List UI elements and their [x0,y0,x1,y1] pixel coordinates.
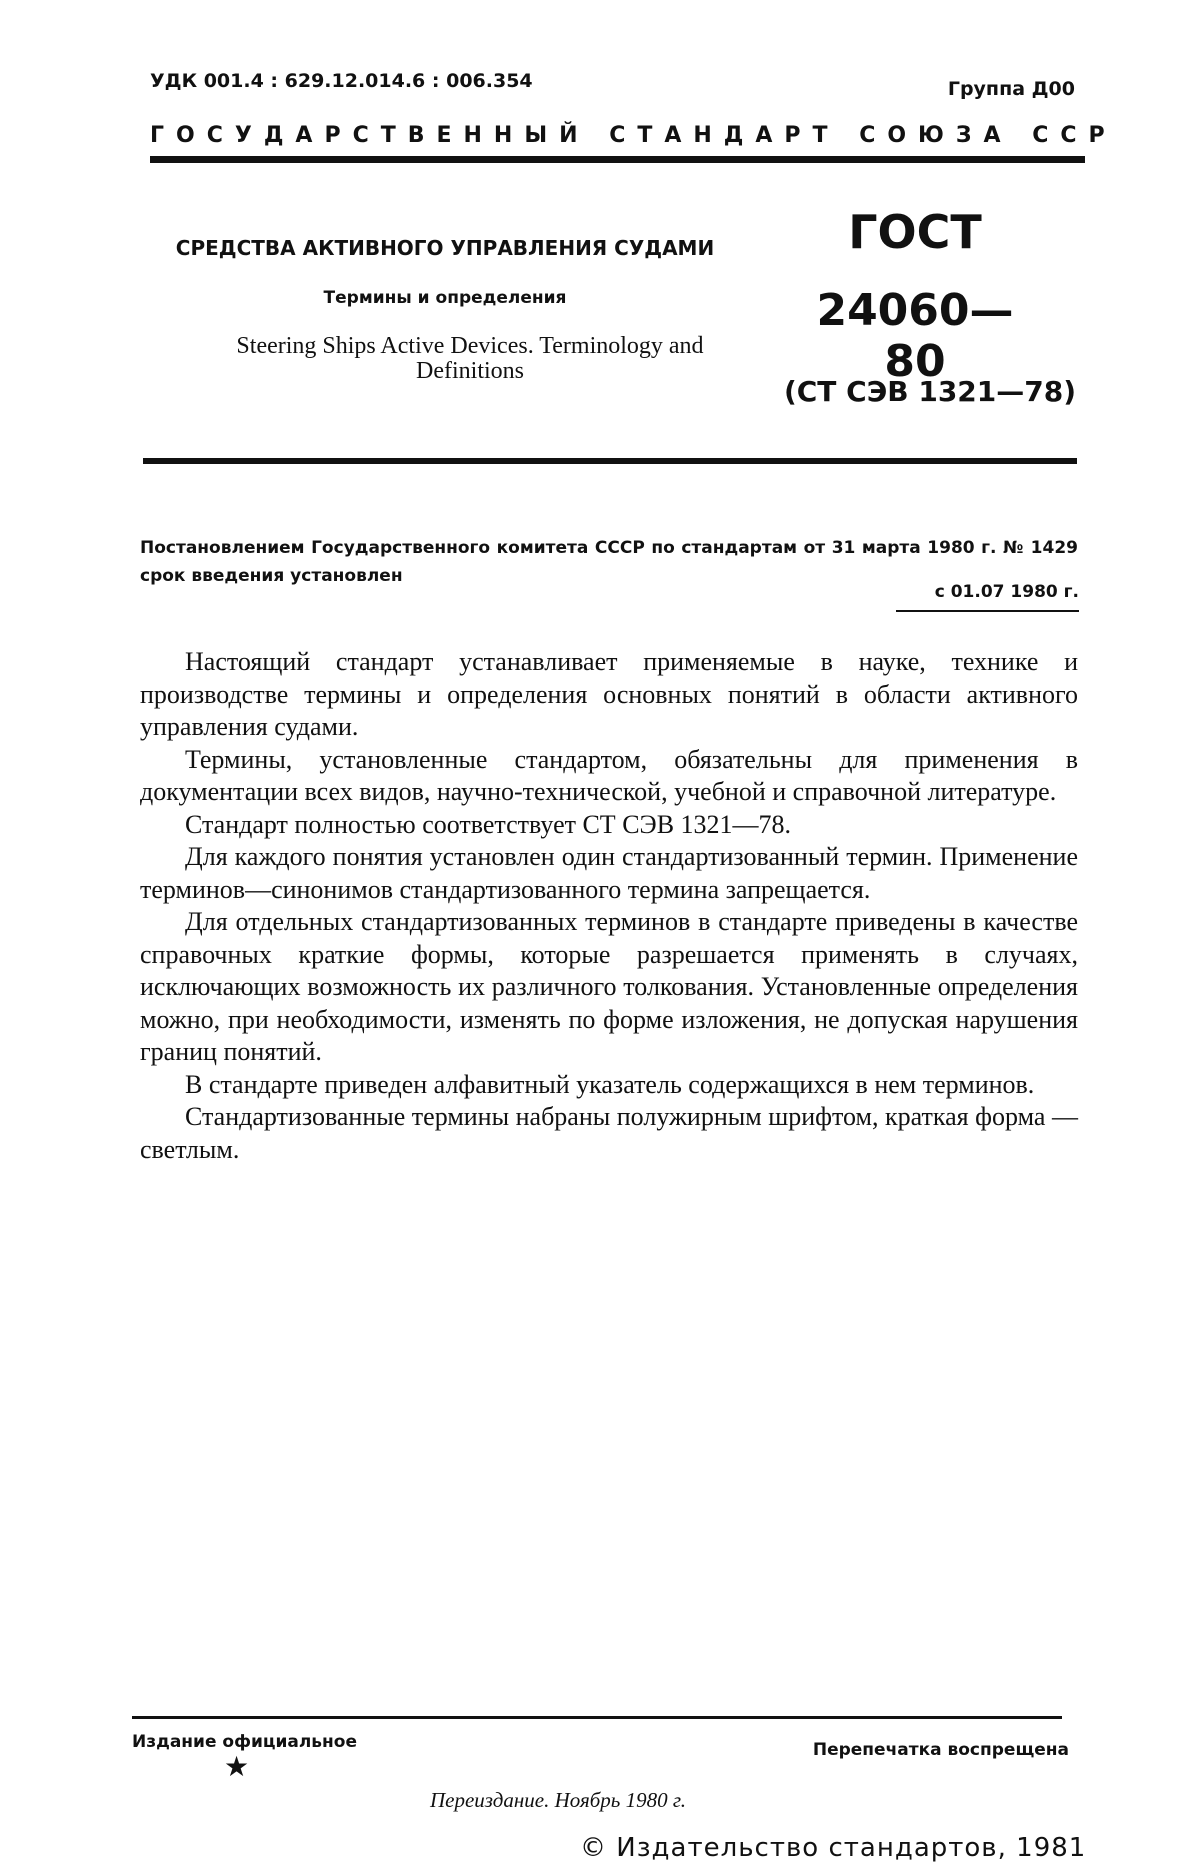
sev-code: (СТ СЭВ 1321—78) [783,375,1077,408]
paragraph: Стандарт полностью соответствует СТ СЭВ 1321—78. [185,809,792,839]
official-edition-label: Издание официальное [132,1732,358,1752]
gost-number: 24060—80 [816,285,1014,387]
header-rule [150,156,1085,163]
copyright: © Издательство стандартов, 1981 [580,1833,1087,1863]
decree-date: с 01.07 1980 г. [934,582,1079,602]
no-reprint-label: Перепечатка воспрещена [812,1740,1069,1760]
standard-title-ru: СРЕДСТВА АКТИВНОГО УПРАВЛЕНИЯ СУДАМИ [175,236,715,260]
date-underline [896,610,1079,612]
group-code: Группа Д00 [947,78,1075,100]
paragraph: Термины, установленные стандартом, обязательны для применения в документации всех видов, научно-технической, учебной и справочной литературе. [140,744,1078,806]
paragraph: Для отдельных стандартизованных терминов в стандарте приведены в качестве справочных краткие формы, которые разрешается применять в случаях, исключающих возможность их различного толкования. Установленные определения можно, при необходимости, изменять по форме изложения, не допуская нарушения границ понятий. [140,907,1078,1066]
gost-label: ГОСТ [848,205,982,259]
reissue-note: Переиздание. Ноябрь 1980 г. [430,1788,687,1812]
star-icon: ★ [224,1752,250,1783]
paragraph: В стандарте приведен алфавитный указатель содержащихся в нем терминов. [185,1069,1035,1099]
paragraph: Стандартизованные термины набраны полужирным шрифтом, краткая форма — светлым. [140,1102,1078,1164]
paragraph: Для каждого понятия установлен один стандартизованный термин. Применение терминов—синонимов стандартизованного термина запрещается. [140,842,1078,904]
paragraph: Настоящий стандарт устанавливает применяемые в науке, технике и производстве термины и определения основных понятий в области активного управления судами. [140,647,1078,741]
body-text [140,646,1078,1166]
state-standard-banner: ГОСУДАРСТВЕННЫЙ СТАНДАРТ СОЮЗА ССР [150,123,1117,148]
standard-subtitle-ru: Термины и определения [323,288,567,308]
decree-text: Постановлением Государственного комитета СССР по стандартам от 31 марта 1980 г. № 1429 срок введения установлен [140,538,1078,586]
standard-title-en: Steering Ships Active Devices. Terminology and Definitions [236,333,704,384]
footer-rule [132,1716,1062,1719]
udk-code: УДК 001.4 : 629.12.014.6 : 006.354 [150,70,533,92]
title-rule [143,458,1077,464]
